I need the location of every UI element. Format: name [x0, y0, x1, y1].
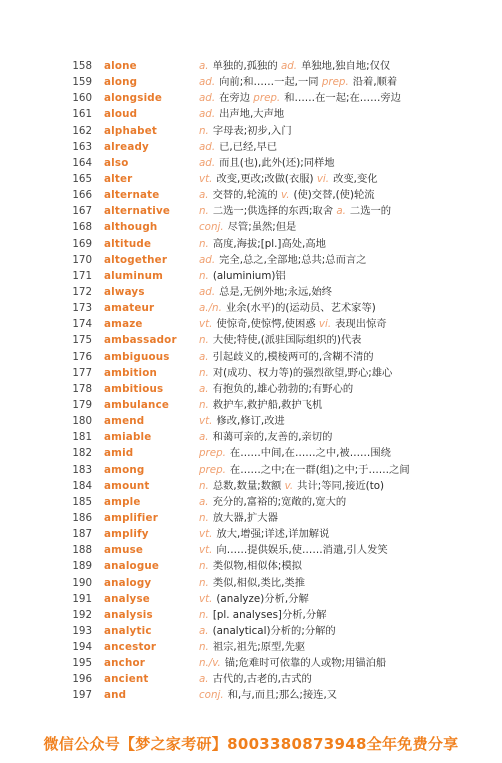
part-of-speech: prep. — [253, 92, 281, 105]
meaning-text: 字母表;初步,入门 — [212, 124, 292, 137]
entry-number: 158 — [72, 60, 92, 72]
part-of-speech: n. — [199, 560, 209, 573]
part-of-speech: a. — [199, 673, 209, 686]
list-item — [0, 639, 502, 655]
headword: among — [104, 463, 145, 476]
part-of-speech: n. — [199, 576, 209, 589]
headword: also — [104, 156, 129, 169]
entry-number: 193 — [72, 624, 92, 637]
entry-number: 168 — [72, 221, 92, 234]
meaning-text: 出声地,大声地 — [219, 108, 285, 121]
meaning-text: 古代的,古老的,古式的 — [212, 673, 312, 686]
meaning-text: (analytical)分析的;分解的 — [212, 624, 336, 637]
list-item — [0, 462, 502, 478]
definition — [199, 429, 499, 445]
entry-number: 172 — [72, 285, 92, 298]
meaning-text: 业余(水平)的(运动员、艺术家等) — [225, 302, 376, 315]
list-item — [0, 284, 502, 300]
list-item — [0, 494, 502, 510]
list-item — [0, 542, 502, 558]
part-of-speech: vt. — [199, 592, 213, 605]
meaning-text: 二选一;供选择的东西;取舍 — [212, 205, 334, 218]
meaning-text: 充分的,富裕的;宽敞的,宽大的 — [212, 495, 347, 508]
meaning-text: 有抱负的,雄心勃勃的;有野心的 — [212, 382, 354, 395]
headword: already — [104, 140, 149, 153]
definition — [199, 494, 499, 510]
headword: ancestor — [104, 641, 157, 654]
part-of-speech: a. — [336, 205, 346, 218]
meaning-text: [pl. analyses]分析,分解 — [212, 608, 327, 621]
meaning-text: (aluminium)铝 — [212, 269, 286, 282]
part-of-speech: prep. — [321, 76, 349, 89]
headword: anchor — [104, 657, 146, 670]
list-item — [0, 365, 502, 381]
headword: altogether — [104, 253, 168, 266]
headword: ambulance — [104, 398, 170, 411]
headword: ancient — [104, 673, 149, 686]
definition — [199, 284, 499, 300]
definition — [199, 252, 499, 268]
list-item — [0, 316, 502, 332]
list-item — [0, 123, 502, 139]
headword: amaze — [104, 318, 143, 331]
part-of-speech: conj. — [199, 221, 224, 234]
definition — [199, 203, 499, 219]
meaning-text: 已,已经,早已 — [219, 140, 278, 153]
headword: altitude — [104, 237, 152, 250]
definition — [199, 687, 499, 703]
entry-number: 166 — [72, 189, 92, 202]
definition — [199, 332, 499, 348]
headword: alternative — [104, 205, 171, 218]
headword: analogue — [104, 560, 160, 573]
definition — [199, 171, 499, 187]
list-item — [0, 187, 502, 203]
headword: ample — [104, 495, 141, 508]
list-item — [0, 155, 502, 171]
headword: amid — [104, 447, 134, 460]
headword: aluminum — [104, 269, 164, 282]
definition — [199, 187, 499, 203]
meaning-text: (analyze)分析,分解 — [216, 592, 309, 605]
headword: analysis — [104, 608, 153, 621]
part-of-speech: a. — [199, 350, 209, 363]
entry-number: 196 — [72, 673, 92, 686]
part-of-speech: vt. — [199, 172, 213, 185]
definition — [199, 219, 499, 235]
entry-number: 170 — [72, 253, 92, 266]
meaning-text: 单独的,孤独的 — [212, 60, 278, 72]
part-of-speech: prep. — [199, 463, 226, 476]
part-of-speech: ad. — [280, 60, 298, 72]
definition — [199, 123, 499, 139]
entry-number: 163 — [72, 140, 92, 153]
entry-number: 169 — [72, 237, 92, 250]
list-item — [0, 687, 502, 703]
list-item — [0, 203, 502, 219]
meaning-text: 共计;等同,接近(to) — [297, 479, 385, 492]
word-list — [0, 58, 502, 704]
list-item — [0, 74, 502, 90]
entry-number: 159 — [72, 76, 92, 89]
part-of-speech: n. — [199, 511, 209, 524]
meaning-text: 修改,修订,改进 — [216, 415, 285, 428]
meaning-text: 在……之中;在一群(组)之中;于……之间 — [229, 463, 410, 476]
part-of-speech: ad. — [199, 108, 216, 121]
part-of-speech: vt. — [199, 544, 213, 557]
entry-number: 184 — [72, 479, 92, 492]
headword: amend — [104, 415, 145, 428]
headword: alter — [104, 172, 133, 185]
entry-number: 197 — [72, 689, 92, 702]
headword: aloud — [104, 108, 138, 121]
list-item — [0, 106, 502, 122]
list-item — [0, 349, 502, 365]
list-item — [0, 623, 502, 639]
list-item — [0, 139, 502, 155]
definition — [199, 300, 499, 316]
meaning-text: 放大器,扩大器 — [212, 511, 278, 524]
definition — [199, 236, 499, 252]
entry-number: 191 — [72, 592, 92, 605]
meaning-text: 向……提供娱乐,使……消遣,引人发笑 — [216, 544, 388, 557]
definition — [199, 655, 499, 671]
list-item — [0, 236, 502, 252]
headword: alternate — [104, 189, 160, 202]
headword: amplify — [104, 528, 149, 541]
headword: amiable — [104, 431, 152, 444]
meaning-text: 尽管;虽然;但是 — [227, 221, 297, 234]
part-of-speech: v. — [284, 479, 294, 492]
definition — [199, 575, 499, 591]
part-of-speech: n. — [199, 479, 209, 492]
list-item — [0, 478, 502, 494]
part-of-speech: vt. — [199, 318, 213, 331]
meaning-text: 类似,相似,类比,类推 — [212, 576, 306, 589]
meaning-text: 引起歧义的,模棱两可的,含糊不清的 — [212, 350, 374, 363]
part-of-speech: ad. — [199, 76, 216, 89]
definition — [199, 558, 499, 574]
entry-number: 167 — [72, 205, 92, 218]
definition — [199, 139, 499, 155]
meaning-text: 完全,总之,全部地;总共;总而言之 — [219, 253, 367, 266]
meaning-text: 锚;危难时可依靠的人或物;用锚泊船 — [224, 657, 387, 670]
definition — [199, 74, 499, 90]
definition — [199, 462, 499, 478]
entry-number: 181 — [72, 431, 92, 444]
part-of-speech: n. — [199, 398, 209, 411]
meaning-text: 向前;和……一起,一同 — [219, 76, 319, 89]
entry-number: 194 — [72, 641, 92, 654]
entry-number: 164 — [72, 156, 92, 169]
part-of-speech: a. — [199, 624, 209, 637]
entry-number: 160 — [72, 92, 92, 105]
definition — [199, 591, 499, 607]
meaning-text: 表现出惊奇 — [335, 318, 387, 331]
definition — [199, 607, 499, 623]
headword: amplifier — [104, 511, 158, 524]
entry-number: 190 — [72, 576, 92, 589]
meaning-text: 大使;特使,(派驻国际组织的)代表 — [212, 334, 362, 347]
part-of-speech: n. — [199, 124, 209, 137]
entry-number: 161 — [72, 108, 92, 121]
meaning-text: 和蔼可亲的,友善的,亲切的 — [212, 431, 333, 444]
meaning-text: 而且(也),此外(还);同样地 — [219, 156, 335, 169]
part-of-speech: ad. — [199, 253, 216, 266]
entry-number: 187 — [72, 528, 92, 541]
headword: ambiguous — [104, 350, 170, 363]
meaning-text: 改变,变化 — [333, 172, 378, 185]
meaning-text: 交替的,轮流的 — [212, 189, 278, 202]
definition — [199, 542, 499, 558]
meaning-text: 总是,无例外地;永远,始终 — [219, 285, 333, 298]
meaning-text: 救护车,救护船,救护飞机 — [212, 398, 323, 411]
definition — [199, 397, 499, 413]
meaning-text: 改变,更改;改做(衣服) — [216, 172, 314, 185]
part-of-speech: ad. — [199, 140, 216, 153]
definition — [199, 349, 499, 365]
list-item — [0, 526, 502, 542]
headword: alone — [104, 60, 137, 72]
headword: analyse — [104, 592, 150, 605]
definition — [199, 671, 499, 687]
watermark-footer: 微信公众号【梦之家考研】8003380873948全年免费分享 — [43, 735, 459, 753]
headword: analytic — [104, 624, 152, 637]
entry-number: 175 — [72, 334, 92, 347]
list-item — [0, 252, 502, 268]
entry-number: 174 — [72, 318, 92, 331]
part-of-speech: n./v. — [199, 657, 221, 670]
list-item — [0, 300, 502, 316]
entry-number: 178 — [72, 382, 92, 395]
headword: ambition — [104, 366, 158, 379]
part-of-speech: a. — [199, 495, 209, 508]
meaning-text: 总数,数量;数额 — [212, 479, 282, 492]
definition — [199, 106, 499, 122]
part-of-speech: v. — [280, 189, 290, 202]
headword: ambassador — [104, 334, 177, 347]
part-of-speech: n. — [199, 641, 209, 654]
definition — [199, 58, 499, 74]
meaning-text: 和,与,而且;那么;接连,又 — [227, 689, 338, 702]
entry-number: 179 — [72, 398, 92, 411]
list-item — [0, 397, 502, 413]
entry-number: 162 — [72, 124, 92, 137]
headword: always — [104, 285, 145, 298]
entry-number: 186 — [72, 511, 92, 524]
headword: alongside — [104, 92, 163, 105]
entry-number: 189 — [72, 560, 92, 573]
part-of-speech: vt. — [199, 415, 213, 428]
headword: along — [104, 76, 138, 89]
definition — [199, 268, 499, 284]
list-item — [0, 219, 502, 235]
list-item — [0, 607, 502, 623]
headword: although — [104, 221, 158, 234]
entry-number: 176 — [72, 350, 92, 363]
meaning-text: 沿着,顺着 — [352, 76, 398, 89]
list-item — [0, 671, 502, 687]
meaning-text: 二选一的 — [349, 205, 392, 218]
part-of-speech: prep. — [199, 447, 226, 460]
list-item — [0, 591, 502, 607]
headword: analogy — [104, 576, 152, 589]
part-of-speech: conj. — [199, 689, 224, 702]
definition — [199, 413, 499, 429]
list-item — [0, 445, 502, 461]
part-of-speech: a. — [199, 189, 209, 202]
list-item — [0, 268, 502, 284]
headword: and — [104, 689, 127, 702]
headword: amateur — [104, 302, 155, 315]
meaning-text: 祖宗,祖先;原型,先驱 — [212, 641, 306, 654]
part-of-speech: n. — [199, 269, 209, 282]
part-of-speech: n. — [199, 237, 209, 250]
entry-number: 173 — [72, 302, 92, 315]
headword: alphabet — [104, 124, 158, 137]
part-of-speech: ad. — [199, 156, 216, 169]
part-of-speech: a. — [199, 382, 209, 395]
definition — [199, 155, 499, 171]
list-item — [0, 655, 502, 671]
entry-number: 183 — [72, 463, 92, 476]
meaning-text: 放大,增强;详述,详加解说 — [216, 528, 330, 541]
entry-number: 192 — [72, 608, 92, 621]
part-of-speech: a. — [199, 60, 209, 72]
part-of-speech: n. — [199, 366, 209, 379]
part-of-speech: vi. — [316, 172, 330, 185]
meaning-text: 对(成功、权力等)的强烈欲望,野心;雄心 — [212, 366, 393, 379]
definition — [199, 526, 499, 542]
definition — [199, 639, 499, 655]
meaning-text: (使)交替,(使)轮流 — [293, 189, 375, 202]
list-item — [0, 90, 502, 106]
part-of-speech: vt. — [199, 528, 213, 541]
entry-number: 177 — [72, 366, 92, 379]
entry-number: 185 — [72, 495, 92, 508]
meaning-text: 高度,海拔;[pl.]高处,高地 — [212, 237, 326, 250]
list-item — [0, 58, 502, 74]
entry-number: 195 — [72, 657, 92, 670]
definition — [199, 445, 499, 461]
definition — [199, 510, 499, 526]
entry-number: 188 — [72, 544, 92, 557]
part-of-speech: vi. — [318, 318, 332, 331]
list-item — [0, 575, 502, 591]
list-item — [0, 413, 502, 429]
definition — [199, 365, 499, 381]
meaning-text: 和……在一起;在……旁边 — [284, 92, 401, 105]
list-item — [0, 332, 502, 348]
headword: ambitious — [104, 382, 164, 395]
entry-number: 171 — [72, 269, 92, 282]
part-of-speech: ad. — [199, 285, 216, 298]
entry-number: 182 — [72, 447, 92, 460]
definition — [199, 623, 499, 639]
part-of-speech: a. — [199, 431, 209, 444]
meaning-text: 使惊奇,使惊愕,使困惑 — [216, 318, 316, 331]
list-item — [0, 510, 502, 526]
list-item — [0, 171, 502, 187]
meaning-text: 在旁边 — [219, 92, 251, 105]
headword: amount — [104, 479, 150, 492]
meaning-text: 类似物,相似体;模拟 — [212, 560, 302, 573]
entry-number: 165 — [72, 172, 92, 185]
definition — [199, 478, 499, 494]
definition — [199, 90, 499, 106]
part-of-speech: n. — [199, 205, 209, 218]
meaning-text: 单独地,独自地;仅仅 — [301, 60, 391, 72]
list-item — [0, 381, 502, 397]
meaning-text: 在……中间,在……之中,被……围绕 — [229, 447, 391, 460]
headword: amuse — [104, 544, 144, 557]
list-item — [0, 558, 502, 574]
definition — [199, 381, 499, 397]
part-of-speech: n. — [199, 334, 209, 347]
part-of-speech: n. — [199, 608, 209, 621]
definition — [199, 316, 499, 332]
entry-number: 180 — [72, 415, 92, 428]
part-of-speech: ad. — [199, 92, 216, 105]
part-of-speech: a./n. — [199, 302, 222, 315]
list-item — [0, 429, 502, 445]
